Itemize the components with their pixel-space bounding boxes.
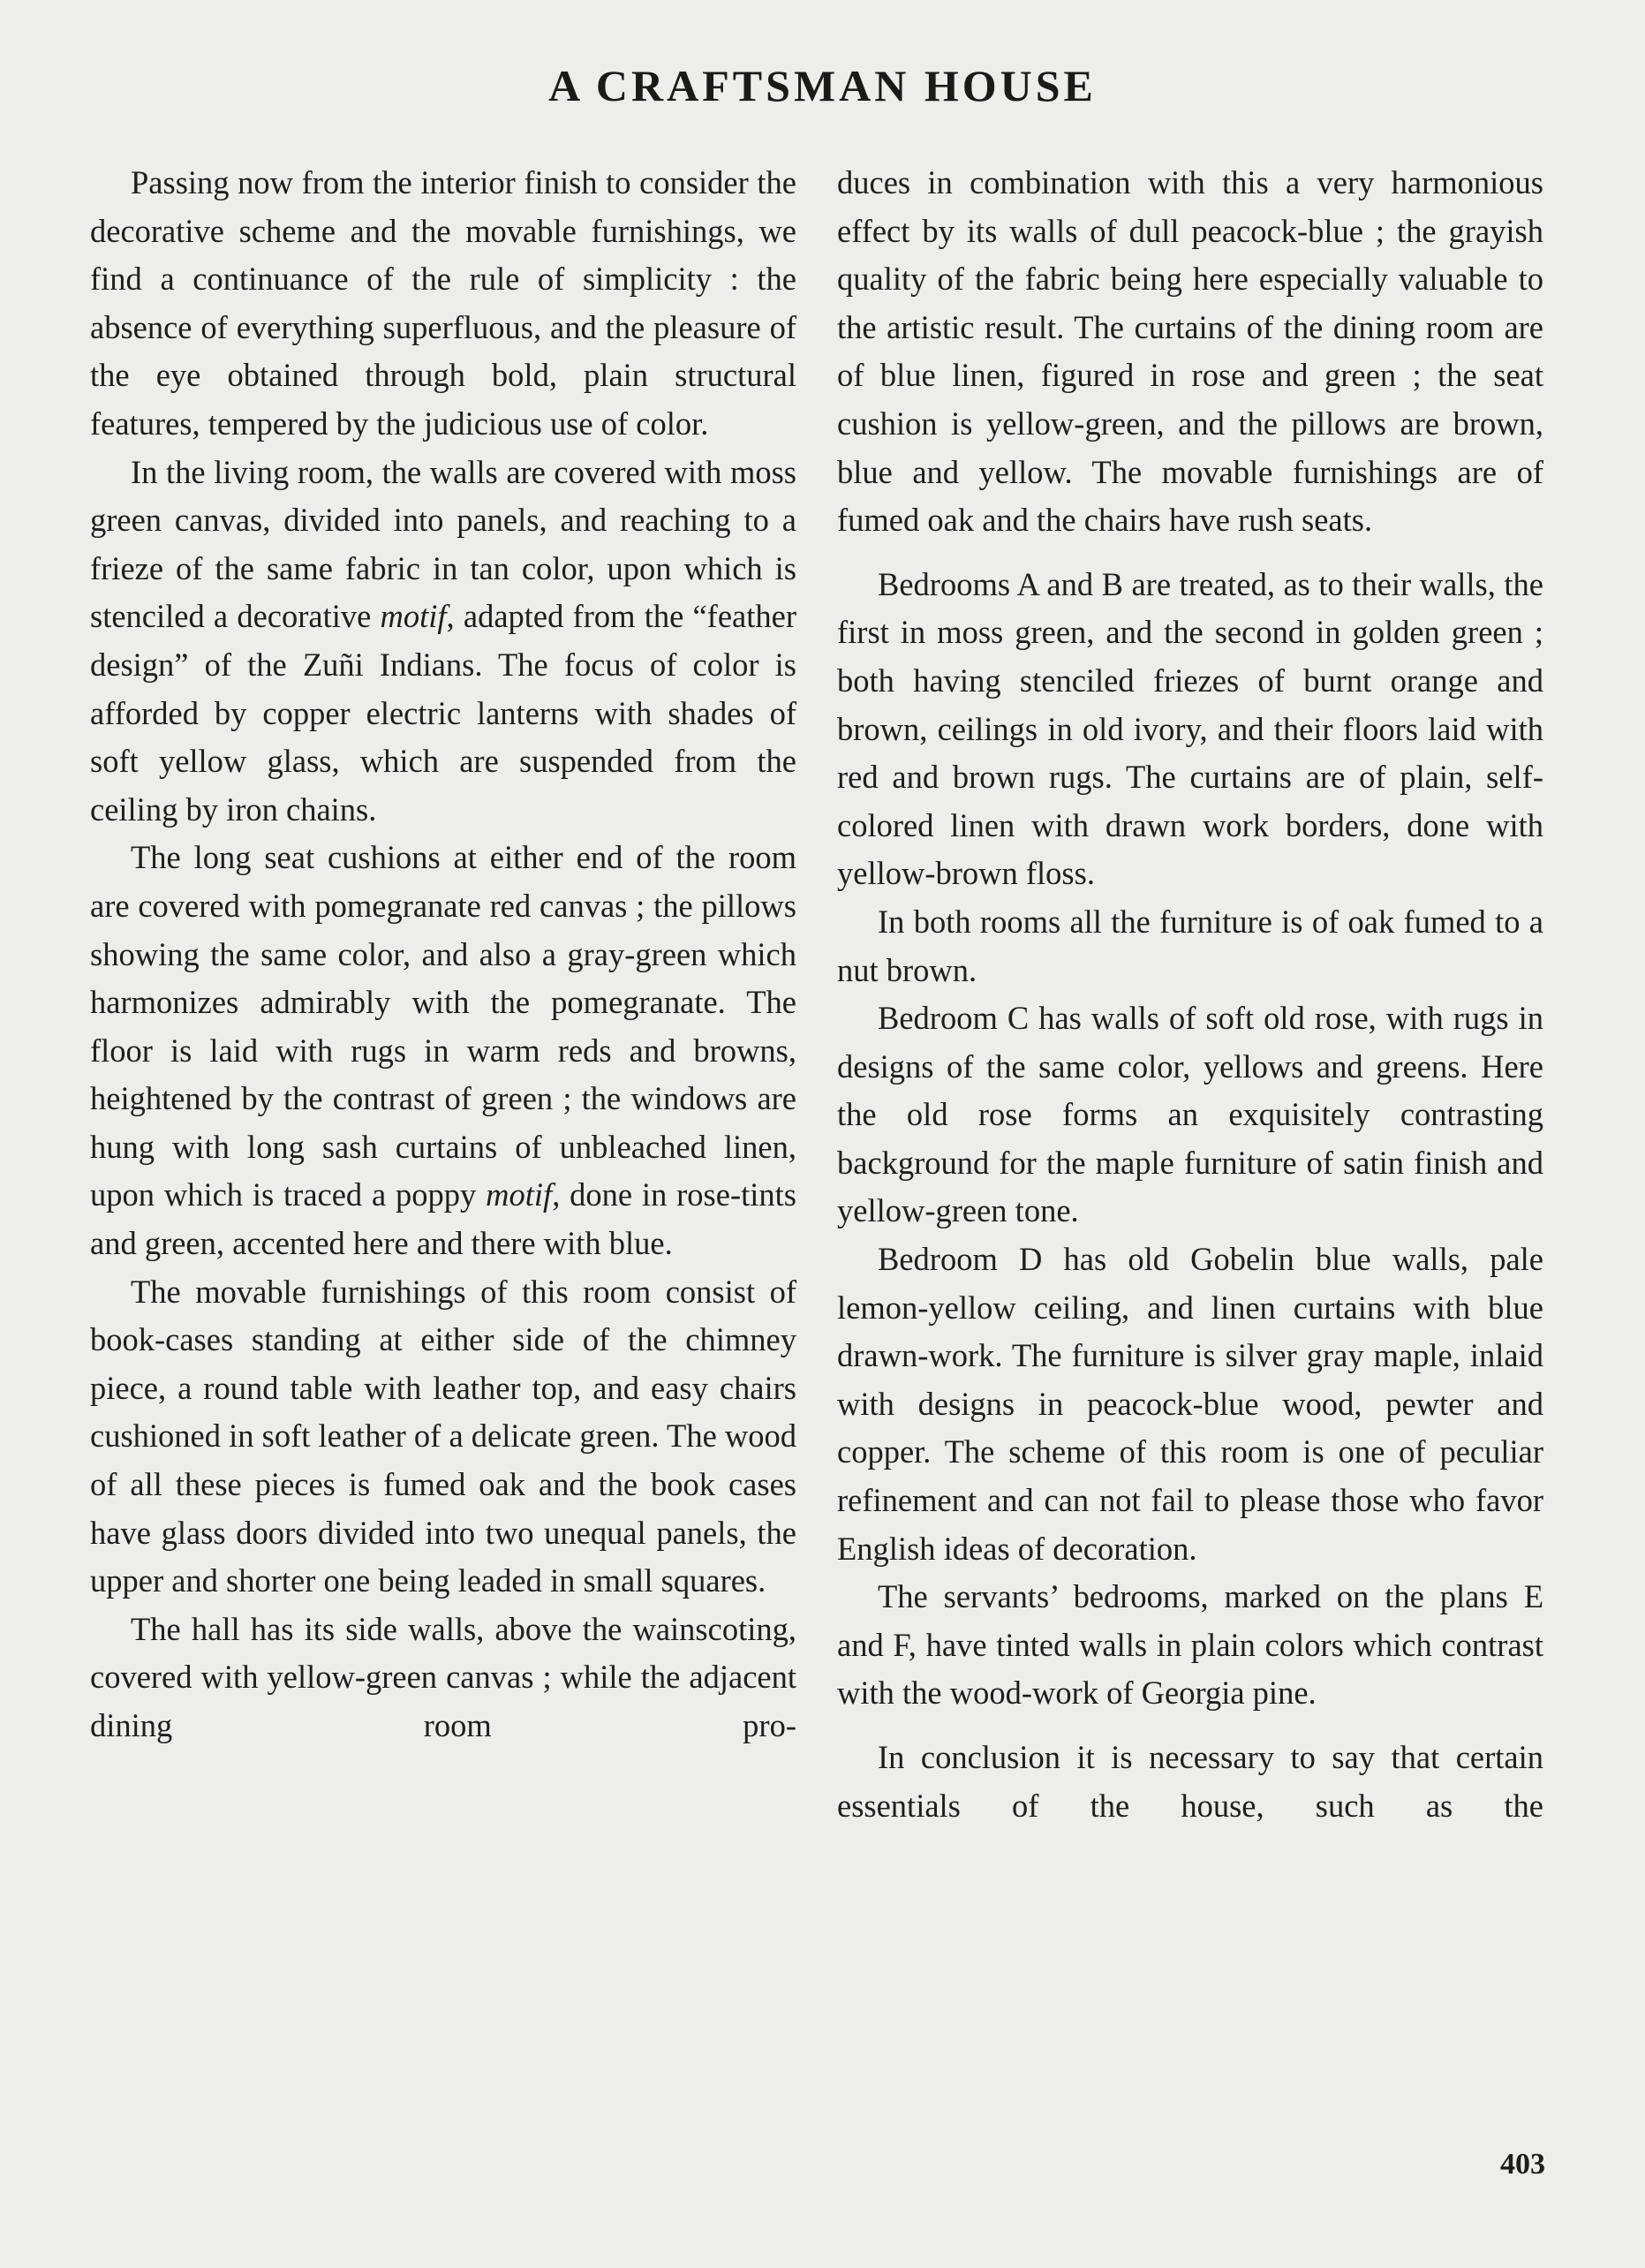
left-paragraph-1: Passing now from the interior finish to consider the decorative scheme and the movable furnishings, we find a continuance of the rule of simplicity : the absence of everything superfluous, and the pleasure of the eye obtained through bold, plain structural features, tempered by the judicious use of color. xyxy=(90,164,796,442)
right-paragraph-2: Bedrooms A and B are treated, as to their walls, the first in moss green, and the second in golden green ; both having stenciled friezes of burnt orange and brown, ceilings in old ivory, and their floors laid with red and brown rugs. The curtains are of plain, self-colored linen with drawn work borders, done with yellow-brown floss. xyxy=(837,565,1543,892)
left-paragraph-3-text-b: , done in rose-tints and green, accented here and there with blue. xyxy=(90,1176,796,1262)
right-paragraph-7: In conclusion it is necessary to say that certain essentials of the house, such as the xyxy=(837,1739,1543,1824)
left-paragraph-4: The movable furnishings of this room consist of book-cases standing at either side of the chimney piece, a round table with leather top, and easy chairs cushioned in soft leather of a delicate green. The wood of all these pieces is fumed oak and the book cases have glass doors divided into two unequal panels, the upper and shorter one being leaded in small squares. xyxy=(90,1273,797,1599)
left-paragraph-2-text-a: In the living room, the walls are covered with moss green canvas, divided into panels, and reaching to a frieze of the same fabric in tan color, upon which is stenciled a decorative xyxy=(90,453,796,635)
left-paragraph-2 xyxy=(90,449,796,835)
left-paragraph-5: The hall has its side walls, above the wainscoting, covered with yellow-green canvas ; while the adjacent dining room pro- xyxy=(90,1610,796,1743)
right-column xyxy=(837,159,1543,1830)
right-paragraph-1: duces in combination with this a very harmonious effect by its walls of dull peacock-blue ; the grayish quality of the fabric being here especially valuable to the artistic result. The curtains of the dining room are of blue linen, figured in rose and green ; the seat cushion is yellow-green, and the pillows are brown, blue and yellow. The movable furnishings are of fumed oak and the chairs have rush seats. xyxy=(837,164,1543,539)
left-paragraph-2-motif: motif xyxy=(380,598,447,635)
right-paragraph-4: Bedroom C has walls of soft old rose, with rugs in designs of the same color, yellows and greens. Here the old rose forms an exquisitely contrasting background for the maple furniture of satin finish and yellow-green tone. xyxy=(837,1000,1543,1229)
left-paragraph-3 xyxy=(90,834,796,1267)
left-paragraph-3-motif: motif xyxy=(486,1176,553,1213)
left-paragraph-2-text-b: , adapted from the “feather design” of the Zuñi Indians. The focus of color is afforded by copper electric lanterns with shades of soft yellow glass, which are suspended from the ceiling by iron chains. xyxy=(90,598,796,828)
right-paragraph-6: The servants’ bedrooms, marked on the plans E and F, have tinted walls in plain colors which contrast with the wood-work of Georgia pine. xyxy=(837,1578,1543,1712)
left-column xyxy=(90,159,796,1750)
page-title: A CRAFTSMAN HOUSE xyxy=(548,61,1097,110)
right-paragraph-3: In both rooms all the furniture is of oak fumed to a nut brown. xyxy=(837,903,1543,988)
page-number: 403 xyxy=(1500,2148,1545,2181)
left-paragraph-3-text-a: The long seat cushions at either end of the room are covered with pomegranate red canvas ; the pillows showing the same color, and also a gray-green which harmonizes admirably with the pomegranate. The floor is laid with rugs in warm reds and browns, heightened by the contrast of green ; the windows are hung with long sash curtains of unbleached linen, upon which is traced a poppy xyxy=(90,839,796,1213)
right-paragraph-5: Bedroom D has old Gobelin blue walls, pale lemon-yellow ceiling, and linen curtains with blue drawn-work. The furniture is silver gray maple, inlaid with designs in peacock-blue wood, pewter and copper. The scheme of this room is one of peculiar refinement and can not fail to please those who favor English ideas of decoration. xyxy=(837,1241,1543,1567)
